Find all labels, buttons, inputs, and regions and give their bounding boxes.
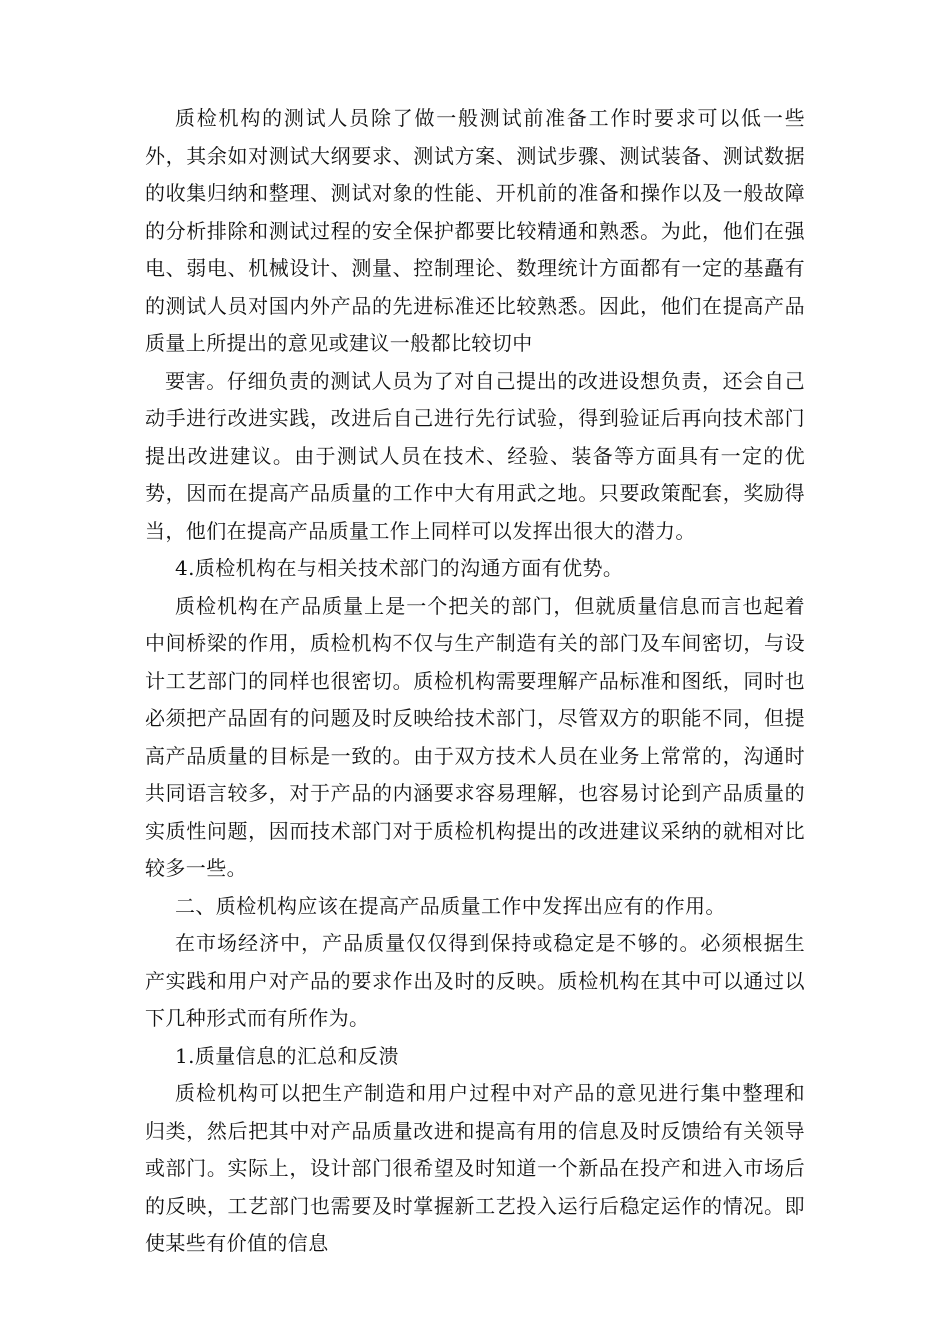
document-body [145,100,805,1263]
paragraph-testers-improvement: 要害。仔细负责的测试人员为了对自己提出的改进设想负责，还会自己动手进行改进实践，改进后自己进行先行试验，得到验证后再向技术部门提出改进建议。由于测试人员在技术、经验、装备等方面具有一定的优势，因而在提高产品质量的工作中大有用武之地。只要政策配套，奖励得当，他们在提高产品质量工作上同样可以发挥出很大的潜力。 [145,368,805,543]
heading-communication-advantage: 4.质检机构在与相关技术部门的沟通方面有优势。 [175,556,624,580]
paragraph-market-economy: 在市场经济中，产品质量仅仅得到保持或稳定是不够的。必须根据生产实践和用户对产品的要求作出及时的反映。质检机构在其中可以通过以下几种形式而有所作为。 [145,931,805,1030]
paragraph-testers-skills: 质检机构的测试人员除了做一般测试前准备工作时要求可以低一些外，其余如对测试大纲要求、测试方案、测试步骤、测试装备、测试数据的收集归纳和整理、测试对象的性能、开机前的准备和操作以及一般故障的分析排除和测试过程的安全保护都要比较精通和熟悉。为此，他们在强电、弱电、机械设计、测量、控制理论、数理统计方面都有一定的基矗有的测试人员对国内外产品的先进标准还比较熟悉。因此，他们在提高产品质量上所提出的意见或建议一般都比较切中 [145,106,805,355]
paragraph-feedback: 质检机构可以把生产制造和用户过程中对产品的意见进行集中整理和归类，然后把其中对产品质量改进和提高有用的信息及时反馈给有关领导或部门。实际上，设计部门很希望及时知道一个新品在投产和进入市场后的反映，工艺部门也需要及时掌握新工艺投入运行后稳定运作的情况。即使某些有价值的信息 [145,1081,805,1255]
heading-quality-info: 1.质量信息的汇总和反溃 [175,1043,399,1068]
paragraph-bridge-role: 质检机构在产品质量上是一个把关的部门，但就质量信息而言也起着中间桥梁的作用，质检机构不仅与生产制造有关的部门及车间密切，与设计工艺部门的同样也很密切。质检机构需要理解产品标准和图纸，同时也必须把产品固有的问题及时反映给技术部门，尽管双方的职能不同，但提高产品质量的目标是一致的。由于双方技术人员在业务上常常的，沟通时共同语言较多，对于产品的内涵要求容易理解，也容易讨论到产品质量的实质性问题，因而技术部门对于质检机构提出的改进建议采纳的就相对比较多一些。 [145,593,805,880]
heading-section-two: 二、质检机构应该在提高产品质量工作中发挥出应有的作用。 [175,893,726,918]
